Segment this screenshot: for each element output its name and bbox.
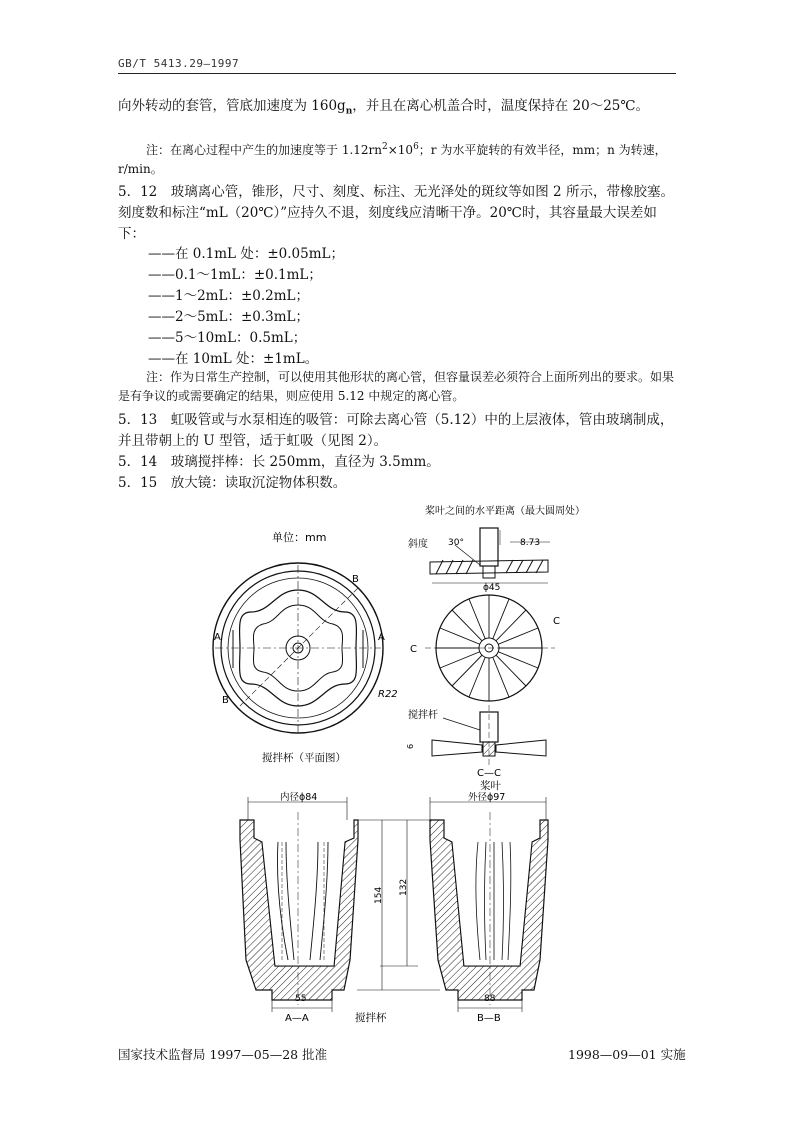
approval-date: 国家技术监督局 1997—05—28 批准 bbox=[118, 1047, 328, 1062]
svg-text:斜度: 斜度 bbox=[408, 539, 428, 550]
note-acceleration: 注：在离心过程中产生的加速度等于 $1.12rn^2\times 10^6$；r 为水平旋转的有效半径，mm；n 为转速，r/min。 bbox=[118, 142, 667, 176]
list-item: ——1～2mL：±0.2mL； bbox=[148, 288, 309, 304]
list-item: ——2～5mL：±0.3mL； bbox=[148, 309, 309, 325]
list-item: ——在 10mL 处：±1mL。 bbox=[148, 351, 319, 367]
svg-text:内径ϕ84: 内径ϕ84 bbox=[280, 792, 318, 803]
list-item: ——在 0.1mL 处：±0.05mL； bbox=[148, 246, 344, 262]
section-5-14: 5．14 玻璃搅拌棒：长 250mm，直径为 3.5mm。 bbox=[118, 454, 440, 470]
section-5-12: 5．12 玻璃离心管，锥形，尺寸、刻度、标注、无光泽处的斑纹等如图 2 所示，带橡胶塞。刻度数和标注“mL（20℃）”应持久不退，刻度线应清晰干净。20℃时，其容量最大误差如下： bbox=[118, 184, 674, 242]
section-5-15: 5．15 放大镜：读取沉淀物体积数。 bbox=[118, 475, 347, 491]
svg-text:桨叶: 桨叶 bbox=[480, 780, 501, 792]
cup-caption: 搅拌杯 bbox=[355, 1012, 387, 1024]
svg-text:搅拌杆: 搅拌杆 bbox=[408, 710, 438, 721]
note-centrifuge-tube: 注：作为日常生产控制，可以使用其他形状的离心管，但容量误差必须符合上面所列出的要求。如果是有争议的或需要确定的结果，则应使用 5.12 中规定的离心管。 bbox=[118, 370, 675, 403]
cup-section-bb bbox=[430, 791, 548, 1024]
svg-text:8.73: 8.73 bbox=[520, 538, 541, 548]
svg-text:A: A bbox=[214, 632, 221, 643]
height-dimensions bbox=[355, 820, 440, 1024]
svg-text:C: C bbox=[410, 644, 417, 655]
svg-text:A—A: A—A bbox=[285, 1013, 309, 1024]
svg-text:B—B: B—B bbox=[477, 1013, 501, 1024]
svg-text:88: 88 bbox=[484, 994, 496, 1004]
implementation-date: 1998—09—01 实施 bbox=[568, 1047, 686, 1062]
svg-text:A: A bbox=[378, 632, 385, 643]
list-item: ——0.1～1mL：±0.1mL； bbox=[148, 267, 322, 283]
svg-text:B: B bbox=[352, 574, 359, 585]
svg-text:R22: R22 bbox=[378, 689, 398, 700]
paddle-section-cc bbox=[406, 705, 546, 792]
svg-text:C: C bbox=[553, 616, 560, 627]
svg-text:B: B bbox=[222, 695, 229, 706]
top-note-label: 桨叶之间的水平距离（最大圆周处） bbox=[425, 506, 585, 517]
plan-caption: 搅拌杯（平面图） bbox=[262, 752, 346, 764]
svg-text:132: 132 bbox=[399, 878, 409, 896]
section-5-13: 5．13 虹吸管或与水泵相连的吸管：可除去离心管（5.12）中的上层液体，管由玻璃制成，并且带朝上的 U 型管，适于虹吸（见图 2）。 bbox=[118, 412, 674, 449]
list-item: ——5～10mL：0.5mL； bbox=[148, 330, 307, 346]
standard-number: GB/T 5413.29—1997 bbox=[118, 57, 240, 70]
svg-text:30°: 30° bbox=[448, 538, 464, 548]
paddle-plan-view bbox=[410, 595, 560, 701]
cup-plan-view bbox=[213, 563, 398, 764]
svg-text:154: 154 bbox=[374, 886, 384, 904]
svg-text:外径ϕ97: 外径ϕ97 bbox=[468, 792, 506, 803]
svg-text:55: 55 bbox=[295, 994, 307, 1004]
svg-text:ϕ45: ϕ45 bbox=[483, 583, 501, 593]
unit-label: 单位：mm bbox=[272, 531, 327, 544]
svg-text:6: 6 bbox=[406, 743, 415, 749]
paddle-side-view bbox=[408, 528, 550, 593]
cup-section-aa bbox=[240, 791, 358, 1024]
svg-text:C—C: C—C bbox=[477, 768, 501, 779]
paragraph-intro: 向外转动的套管，管底加速度为 $160g_n$，并且在离心机盖合时，温度保持在 20～25℃。 bbox=[118, 98, 649, 117]
